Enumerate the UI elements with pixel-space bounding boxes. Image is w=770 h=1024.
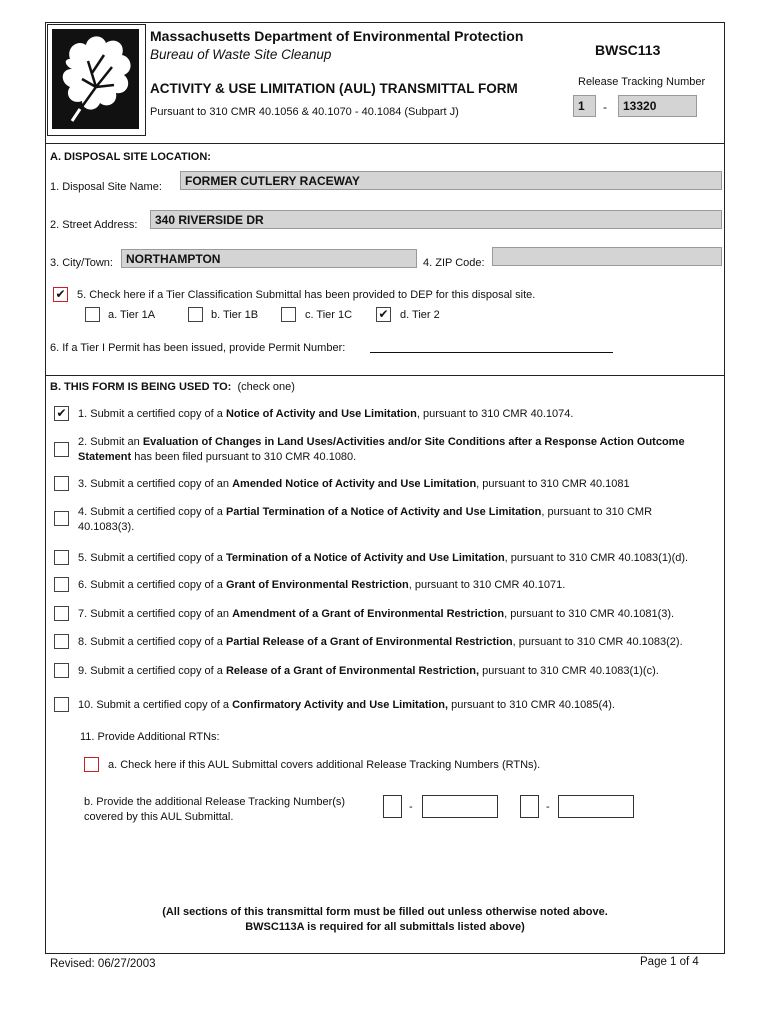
divider — [45, 375, 725, 376]
rtn-dash: - — [546, 801, 550, 813]
street-label: 2. Street Address: — [50, 219, 138, 231]
additional-rtns-checkbox[interactable] — [84, 757, 99, 772]
rtn-number-field[interactable]: 13320 — [618, 95, 697, 117]
tier-1a-label: a. Tier 1A — [108, 309, 156, 321]
option-2-label-line2: Statement has been filed pursuant to 310 CMR 40.1080. — [78, 451, 357, 463]
oak-leaf-logo-icon — [52, 29, 139, 129]
option-6-label: 6. Submit a certified copy of a Grant of Environmental Restriction, pursuant to 310 CMR 40.1071. — [78, 579, 566, 591]
option-1-checkbox[interactable] — [54, 406, 69, 421]
zip-field[interactable] — [492, 247, 722, 266]
bureau-subtitle: Bureau of Waste Site Cleanup — [150, 47, 332, 62]
option-9-label: 9. Submit a certified copy of a Release of a Grant of Environmental Restriction, pursuant to 310 CMR 40.1083(1)(c). — [78, 665, 659, 677]
provide-rtn-label-line2: covered by this AUL Submittal. — [84, 811, 234, 823]
option-5-label: 5. Submit a certified copy of a Termination of a Notice of Activity and Use Limitation, pursuant to 310 CMR 40.1083(1)(d). — [78, 552, 689, 564]
rtn-dash: - — [603, 100, 607, 114]
option-8-checkbox[interactable] — [54, 634, 69, 649]
option-2-label: 2. Submit an Evaluation of Changes in Land Uses/Activities and/or Site Conditions after a Response Action Outcome — [78, 436, 685, 448]
option-6-checkbox[interactable] — [54, 577, 69, 592]
check-icon: ✔ — [56, 406, 67, 420]
option-7-label: 7. Submit a certified copy of an Amendment of a Grant of Environmental Restriction, pursuant to 310 CMR 40.1081(3). — [78, 608, 675, 620]
additional-rtn-1-number-field[interactable] — [422, 795, 498, 818]
agency-title: Massachusetts Department of Environmental Protection — [150, 28, 524, 44]
sections-note: (All sections of this transmittal form must be filled out unless otherwise noted above. — [162, 906, 608, 918]
additional-rtn-2-number-field[interactable] — [558, 795, 634, 818]
tier-1c-label: c. Tier 1C — [305, 309, 353, 321]
dep-logo — [47, 24, 146, 136]
check-icon: ✔ — [378, 307, 389, 321]
form-code: BWSC113 — [595, 42, 661, 58]
city-field[interactable]: NORTHAMPTON — [121, 249, 417, 268]
bwsc113a-note: BWSC113A is required for all submittals listed above) — [245, 921, 525, 933]
form-title: ACTIVITY & USE LIMITATION (AUL) TRANSMITTAL FORM — [150, 81, 518, 96]
tier-1b-checkbox[interactable] — [188, 307, 203, 322]
pursuant-text: Pursuant to 310 CMR 40.1056 & 40.1070 - 40.1084 (Subpart J) — [150, 106, 459, 118]
option-8-label: 8. Submit a certified copy of a Partial Release of a Grant of Environmental Restriction, pursuant to 310 CMR 40.1083(2). — [78, 636, 683, 648]
permit-number-field[interactable] — [370, 352, 613, 353]
site-name-field[interactable]: FORMER CUTLERY RACEWAY — [180, 171, 722, 190]
city-label: 3. City/Town: — [50, 257, 113, 269]
option-5-checkbox[interactable] — [54, 550, 69, 565]
additional-rtn-1-prefix-field[interactable] — [383, 795, 402, 818]
tier-2-label: d. Tier 2 — [400, 309, 440, 321]
option-3-checkbox[interactable] — [54, 476, 69, 491]
tier-1b-label: b. Tier 1B — [211, 309, 259, 321]
divider — [45, 143, 725, 144]
tier-2-checkbox[interactable] — [376, 307, 391, 322]
option-4-label-line2: 40.1083(3). — [78, 521, 135, 533]
rtn-label: Release Tracking Number — [578, 76, 706, 88]
option-7-checkbox[interactable] — [54, 606, 69, 621]
section-b-heading-wrap — [50, 381, 295, 393]
site-name-label: 1. Disposal Site Name: — [50, 181, 162, 193]
option-10-label: 10. Submit a certified copy of a Confirmatory Activity and Use Limitation, pursuant to 310 CMR 40.1085(4). — [78, 699, 615, 711]
page-number: Page 1 of 4 — [640, 956, 699, 968]
revised-date: Revised: 06/27/2003 — [50, 958, 156, 970]
additional-rtns-check-label: a. Check here if this AUL Submittal covers additional Release Tracking Numbers (RTNs). — [108, 759, 541, 771]
check-icon: ✔ — [55, 287, 66, 301]
provide-rtn-label: b. Provide the additional Release Tracking Number(s) — [84, 796, 346, 808]
option-4-checkbox[interactable] — [54, 511, 69, 526]
option-9-checkbox[interactable] — [54, 663, 69, 678]
option-3-label: 3. Submit a certified copy of an Amended Notice of Activity and Use Limitation, pursuant to 310 CMR 40.1081 — [78, 478, 630, 490]
street-field[interactable]: 340 RIVERSIDE DR — [150, 210, 722, 229]
option-4-label: 4. Submit a certified copy of a Partial Termination of a Notice of Activity and Use Limitation, pursuant to 310 CMR — [78, 506, 653, 518]
tier-1a-checkbox[interactable] — [85, 307, 100, 322]
option-2-checkbox[interactable] — [54, 442, 69, 457]
rtn-dash: - — [409, 801, 413, 813]
section-b-heading: B. THIS FORM IS BEING USED TO: — [50, 381, 232, 393]
rtn-prefix-field[interactable]: 1 — [573, 95, 596, 117]
section-b-note: (check one) — [237, 381, 295, 393]
option-1-label: 1. Submit a certified copy of a Notice of Activity and Use Limitation, pursuant to 310 CMR 40.1074. — [78, 408, 574, 420]
additional-rtns-label: 11. Provide Additional RTNs: — [80, 731, 220, 743]
section-a-heading: A. DISPOSAL SITE LOCATION: — [50, 151, 211, 163]
option-10-checkbox[interactable] — [54, 697, 69, 712]
tier-classification-checkbox[interactable] — [53, 287, 68, 302]
permit-label: 6. If a Tier I Permit has been issued, provide Permit Number: — [50, 342, 346, 354]
tier-classification-label: 5. Check here if a Tier Classification Submittal has been provided to DEP for this disposal site. — [77, 289, 536, 301]
zip-label: 4. ZIP Code: — [423, 257, 485, 269]
additional-rtn-2-prefix-field[interactable] — [520, 795, 539, 818]
tier-1c-checkbox[interactable] — [281, 307, 296, 322]
